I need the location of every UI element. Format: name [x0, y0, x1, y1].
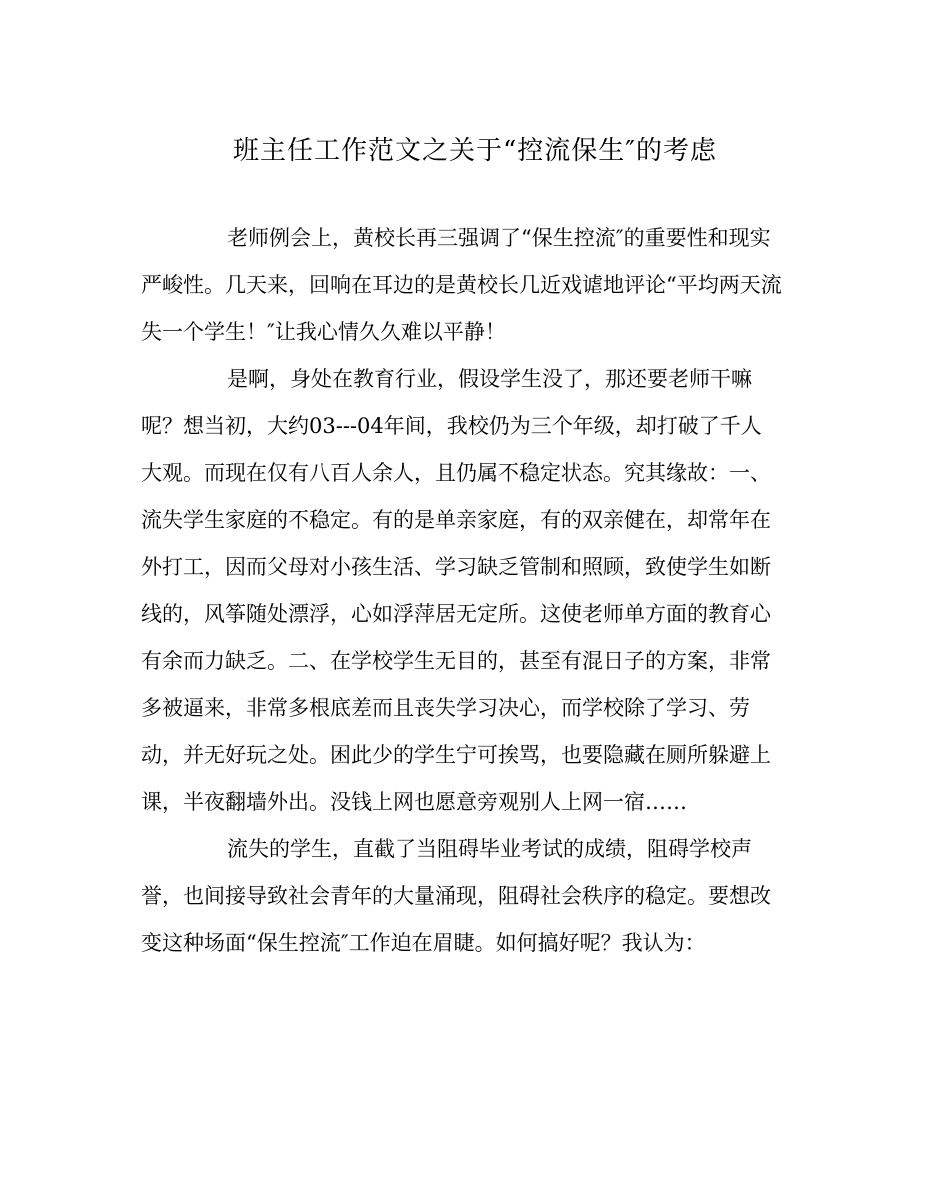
text-line: 有余而力缺乏。二、在学校学生无目的，甚至有混日子的方案，非常 — [141, 649, 771, 673]
text-line: 动，并无好玩之处。困此少的学生宁可挨骂，也要隐藏在厕所躲避上 — [141, 743, 771, 767]
text-line: 变这种场面“保生控流″工作迫在眉睫。如何搞好呢？我认为： — [141, 931, 706, 955]
text-line: 课，半夜翻墙外出。没钱上网也愿意旁观别人上网一宿…… — [141, 790, 687, 814]
document-body — [141, 215, 821, 967]
paragraph-3 — [141, 826, 821, 967]
text-line: 是啊，身处在教育行业，假设学生没了，那还要老师干嘛 — [227, 367, 752, 391]
text-line: 外打工，因而父母对小孩生活、学习缺乏管制和照顾，致使学生如断 — [141, 555, 771, 579]
text-line: 严峻性。几天来，回响在耳边的是黄校长几近戏谑地评论“平均两天流 — [141, 273, 782, 297]
text-line: 誉，也间接导致社会青年的大量涌现，阻碍社会秩序的稳定。要想改 — [141, 884, 771, 908]
text-line: 大观。而现在仅有八百人余人，且仍属不稳定状态。究其缘故：一、 — [141, 461, 771, 485]
text-line: 老师例会上，黄校长再三强调了“保生控流″的重要性和现实 — [227, 226, 771, 250]
text-line: 流失学生家庭的不稳定。有的是单亲家庭，有的双亲健在，却常年在 — [141, 508, 771, 532]
text-line: 线的，风筝随处漂浮，心如浮萍居无定所。这使老师单方面的教育心 — [141, 602, 771, 626]
text-line: 多被逼来，非常多根底差而且丧失学习决心，而学校除了学习、劳 — [141, 696, 750, 720]
paragraph-1 — [141, 215, 821, 356]
document-title: 班主任工作范文之关于“控流保生″的考虑 — [232, 136, 717, 166]
text-line: 流失的学生，直截了当阻碍毕业考试的成绩，阻碍学校声 — [227, 837, 752, 861]
paragraph-2 — [141, 356, 821, 826]
text-line: 呢？想当初，大约03---04年间，我校仍为三个年级，却打破了千人 — [141, 414, 762, 438]
text-line: 失一个学生！″让我心情久久难以平静！ — [141, 320, 506, 344]
